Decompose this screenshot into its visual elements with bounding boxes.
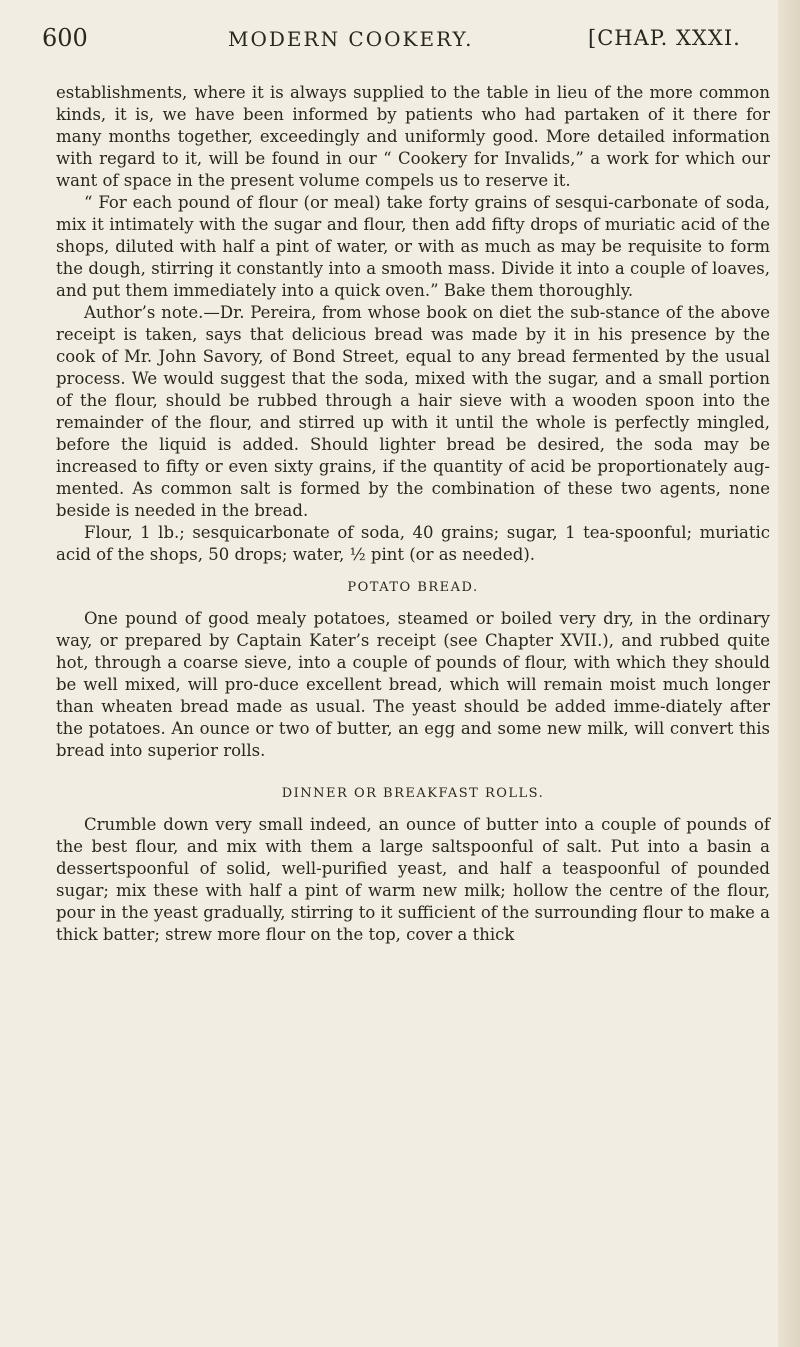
paragraph-receipt: “ For each pound of flour (or meal) take forty grains of sesqui-carbonate of soda, mix it intimately with the sugar and flour, then add fifty drops of muriatic acid of the shops, diluted with half a pint of water, or with as much as may be requisite to form the dough, stirring it constantly into a smooth mass. Divide it into a couple of loaves, and put them immediately into a quick oven.” Bake them thoroughly. [56,193,770,300]
page-body [56,82,770,946]
page-number: 600 [42,24,88,52]
paragraph-ingredients: Flour, 1 lb.; sesquicarbonate of soda, 40 grains; sugar, 1 tea-spoonful; muriatic acid of the shops, 50 drops; water, ½ pint (or as needed). [56,523,770,564]
running-title: MODERN COOKERY. [228,27,474,51]
paragraph-potato-bread: One pound of good mealy potatoes, steamed or boiled very dry, in the ordinary way, or prepared by Captain Kater’s receipt (see Chapter XVII.), and rubbed quite hot, through a coarse sieve, into a couple of pounds of flour, with which they should be well mixed, will pro-duce excellent bread, which will remain moist much longer than wheaten bread made as usual. The yeast should be added imme-diately after the potatoes. An ounce or two of butter, an egg and some new milk, will convert this bread into superior rolls. [56,609,770,760]
section-heading-dinner-rolls: DINNER OR BREAKFAST ROLLS. [281,786,545,801]
paragraph-dinner-rolls: Crumble down very small indeed, an ounce of butter into a couple of pounds of the best flour, and mix with them a large saltspoonful of salt. Put into a basin a dessertspoonful of solid, well-purified yeast, and half a teaspoonful of pounded sugar; mix these with half a pint of warm new milk; hollow the centre of the flour, pour in the yeast gradually, stirring to it sufficient of the surrounding flour to make a thick batter; strew more flour on the top, cover a thick [56,815,770,944]
paragraph-authors-note: Author’s note.—Dr. Pereira, from whose book on diet the sub-stance of the above receipt is taken, says that delicious bread was made by it in his presence by the cook of Mr. John Savory, of Bond Street, equal to any bread fermented by the usual process. We would suggest that the soda, mixed with the sugar, and a small portion of the flour, should be rubbed through a hair sieve with a wooden spoon into the remainder of the flour, and stirred up with it until the whole is perfectly mingled, before the liquid is added. Should lighter bread be desired, the soda may be increased to fifty or even sixty grains, if the quantity of acid be proportionately aug-mented. As common salt is formed by the combination of these two agents, none beside is needed in the bread. [56,303,770,520]
paragraph-continuation: establishments, where it is always supplied to the table in lieu of the more common kinds, it is, we have been informed by patients who had partaken of it there for many months together, exceedingly and uniformly good. More detailed information with regard to it, will be found in our “ Cookery for Invalids,” a work for which our want of space in the present volume compels us to reserve it. [56,83,770,190]
chapter-label: [CHAP. XXXI. [588,26,741,50]
section-heading-potato-bread: POTATO BREAD. [347,580,479,595]
page-edge [778,0,800,1347]
running-header [0,24,800,64]
